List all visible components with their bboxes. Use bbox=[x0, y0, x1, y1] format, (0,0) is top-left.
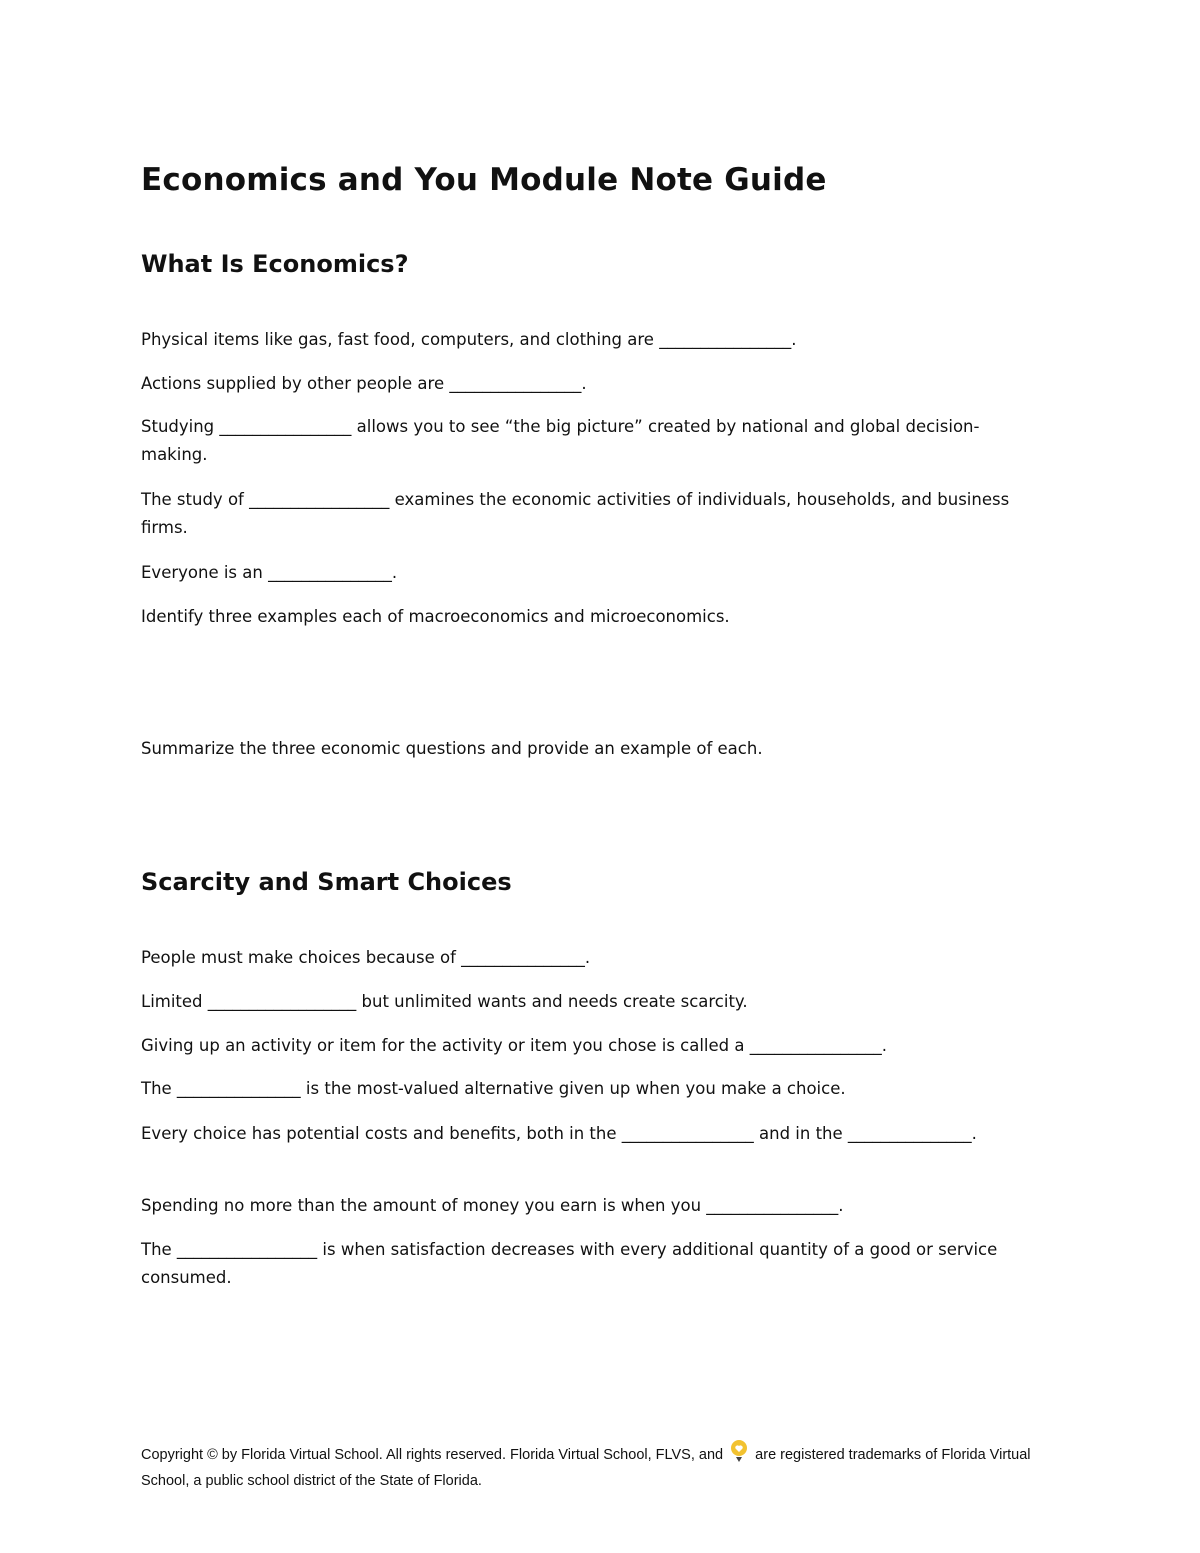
note-item: Giving up an activity or item for the activity or item you chose is called a ________________. bbox=[141, 1036, 887, 1055]
note-item: The _________________ is when satisfaction decreases with every additional quantity of a good or service consumed. bbox=[141, 1240, 998, 1287]
note-item: Physical items like gas, fast food, computers, and clothing are ________________. bbox=[141, 330, 797, 349]
footer-text-continued: are registered trademarks of Florida Virtual School, a public school district of the State of Florida. bbox=[141, 1447, 1031, 1489]
copyright-footer bbox=[141, 1439, 1041, 1492]
note-item: Studying ________________ allows you to see “the big picture” created by national and global decision-making. bbox=[141, 417, 980, 464]
note-item: Summarize the three economic questions and provide an example of each. bbox=[141, 739, 763, 758]
note-item: Identify three examples each of macroeconomics and microeconomics. bbox=[141, 607, 730, 626]
note-item: People must make choices because of _______________. bbox=[141, 948, 591, 967]
section-heading-what-is-economics: What Is Economics? bbox=[141, 250, 409, 278]
section-heading-scarcity: Scarcity and Smart Choices bbox=[141, 868, 512, 896]
note-item: Spending no more than the amount of money you earn is when you ________________. bbox=[141, 1196, 844, 1215]
flvs-logo-icon bbox=[729, 1439, 749, 1470]
note-item: Everyone is an _______________. bbox=[141, 563, 398, 582]
footer-text: Copyright © by Florida Virtual School. All rights reserved. Florida Virtual School, FLVS, and bbox=[141, 1447, 724, 1463]
note-item: Actions supplied by other people are ________________. bbox=[141, 374, 587, 393]
note-item: Every choice has potential costs and benefits, both in the ________________ and in the _______________. bbox=[141, 1124, 977, 1143]
note-item: The _______________ is the most-valued alternative given up when you make a choice. bbox=[141, 1079, 846, 1098]
document-title: Economics and You Module Note Guide bbox=[141, 162, 827, 198]
note-item: Limited __________________ but unlimited wants and needs create scarcity. bbox=[141, 992, 748, 1011]
note-item: The study of _________________ examines the economic activities of individuals, households, and business firms. bbox=[141, 490, 1010, 537]
